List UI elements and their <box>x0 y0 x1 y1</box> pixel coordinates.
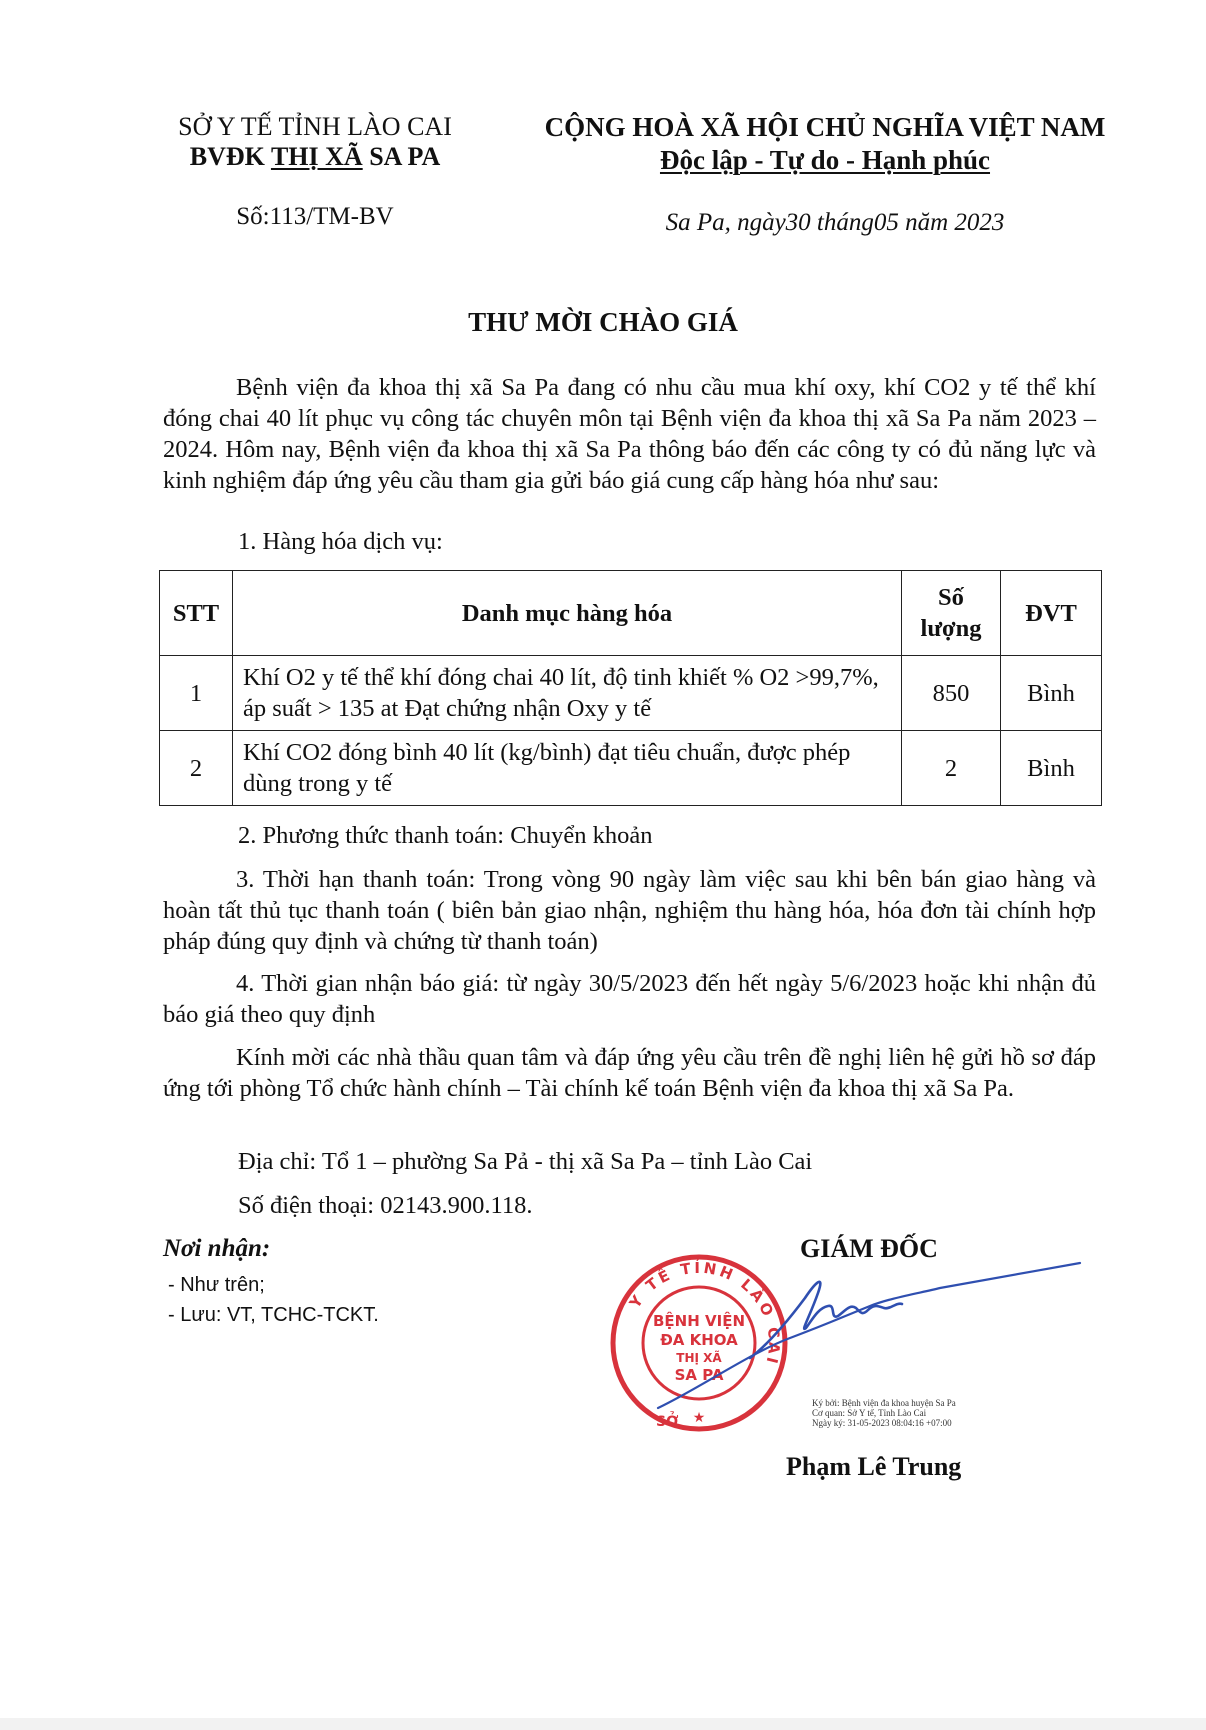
goods-table <box>159 570 1102 806</box>
seal-line-3: THỊ XÃ <box>676 1351 722 1365</box>
page-bottom-edge <box>0 1718 1206 1730</box>
table-row <box>160 731 1102 806</box>
intro-paragraph: Bệnh viện đa khoa thị xã Sa Pa đang có nhu cầu mua khí oxy, khí CO2 y tế thể khí đóng chai 40 lít phục vụ công tác chuyên môn tại Bệnh viện đa khoa thị xã Sa Pa năm 2023 – 2024. Hôm nay, Bệnh viện đa khoa thị xã Sa Pa thông báo đến các công ty có đủ năng lực và kinh nghiệm đáp ứng yêu cầu tham gia gửi báo giá cung cấp hàng hóa như sau: <box>163 374 1096 494</box>
national-motto-text: Độc lập - Tự do - Hạnh phúc <box>659 145 991 175</box>
section-2: 2. Phương thức thanh toán: Chuyển khoản <box>238 822 653 849</box>
row-qty: 2 <box>902 731 1001 806</box>
table-row <box>160 656 1102 731</box>
director-name: Phạm Lê Trung <box>786 1452 962 1481</box>
row-stt: 1 <box>160 656 233 731</box>
row-unit: Bình <box>1001 656 1102 731</box>
section-1-heading: 1. Hàng hóa dịch vụ: <box>238 528 443 555</box>
col-header-unit: ĐVT <box>1001 571 1102 656</box>
digital-signer: Ký bởi: Bệnh viện đa khoa huyện Sa Pa <box>812 1398 956 1408</box>
row-name: Khí O2 y tế thể khí đóng chai 40 lít, độ tinh khiết % O2 >99,7%, áp suất > 135 at Đạt chứng nhận Oxy y tế <box>233 656 902 731</box>
row-stt: 2 <box>160 731 233 806</box>
recipients-label: Nơi nhận: <box>163 1235 271 1262</box>
table-header-row <box>160 571 1102 656</box>
digital-date: Ngày ký: 31-05-2023 08:04:16 +07:00 <box>812 1418 952 1428</box>
document-number: Số:113/TM-BV <box>236 203 394 230</box>
seal-line-2: ĐA KHOA <box>660 1331 738 1349</box>
row-unit: Bình <box>1001 731 1102 806</box>
seal-ring-text: Y TẾ TỈNH LÀO CAI <box>625 1258 784 1369</box>
row-name: Khí CO2 đóng bình 40 lít (kg/bình) đạt tiêu chuẩn, được phép dùng trong y tế <box>233 731 902 806</box>
address-line: Địa chỉ: Tổ 1 – phường Sa Pả - thị xã Sa Pa – tỉnh Lào Cai <box>238 1148 813 1175</box>
hospital-name <box>150 142 480 172</box>
digital-agency: Cơ quan: Sở Y tế, Tỉnh Lào Cai <box>812 1408 927 1418</box>
invitation-paragraph: Kính mời các nhà thầu quan tâm và đáp ứng yêu cầu trên đề nghị liên hệ gửi hồ sơ đáp ứng tới phòng Tổ chức hành chính – Tài chính kế toán Bệnh viện đa khoa thị xã Sa Pa. <box>163 1044 1096 1102</box>
col-header-stt: STT <box>160 571 233 656</box>
digital-signature-info <box>812 1398 956 1428</box>
star-icon: ★ <box>692 1411 706 1426</box>
document-date: Sa Pa, ngày30 tháng05 năm 2023 <box>665 209 1005 236</box>
phone-line: Số điện thoại: 02143.900.118. <box>238 1192 533 1219</box>
col-header-qty-line2: lượng <box>920 615 982 642</box>
col-header-name: Danh mục hàng hóa <box>233 571 902 656</box>
row-qty: 850 <box>902 656 1001 731</box>
hospital-name-suffix: SA PA <box>362 142 441 171</box>
recipient-item: - Như trên; <box>168 1274 265 1296</box>
agency-name: SỞ Y TẾ TỈNH LÀO CAI <box>178 112 452 141</box>
recipient-item: - Lưu: VT, TCHC-TCKT. <box>168 1304 379 1326</box>
recipients-list <box>168 1270 379 1330</box>
seal-line-4: SA PA <box>674 1366 724 1384</box>
director-title: GIÁM ĐỐC <box>800 1234 938 1263</box>
seal-line-1: BỆNH VIỆN <box>653 1312 745 1330</box>
document-title: THƯ MỜI CHÀO GIÁ <box>468 307 738 337</box>
hospital-name-prefix: BVĐK <box>189 142 271 171</box>
section-4: 4. Thời gian nhận báo giá: từ ngày 30/5/2023 đến hết ngày 5/6/2023 hoặc khi nhận đủ báo giá theo quy định <box>163 970 1096 1028</box>
seal-ring-bottom: SỞ <box>656 1414 679 1430</box>
hospital-name-underlined: THỊ XÃ <box>270 142 363 171</box>
section-3: 3. Thời hạn thanh toán: Trong vòng 90 ngày làm việc sau khi bên bán giao hàng và hoàn tất thủ tục thanh toán ( biên bản giao nhận, nghiệm thu hàng hóa, hóa đơn tài chính hợp pháp đúng quy định và chứng từ thanh toán) <box>163 866 1096 955</box>
col-header-qty <box>902 571 1001 656</box>
col-header-qty-line1: Số <box>938 584 964 611</box>
national-motto <box>530 145 1120 175</box>
national-title: CỘNG HOÀ XÃ HỘI CHỦ NGHĨA VIỆT NAM <box>544 112 1106 142</box>
